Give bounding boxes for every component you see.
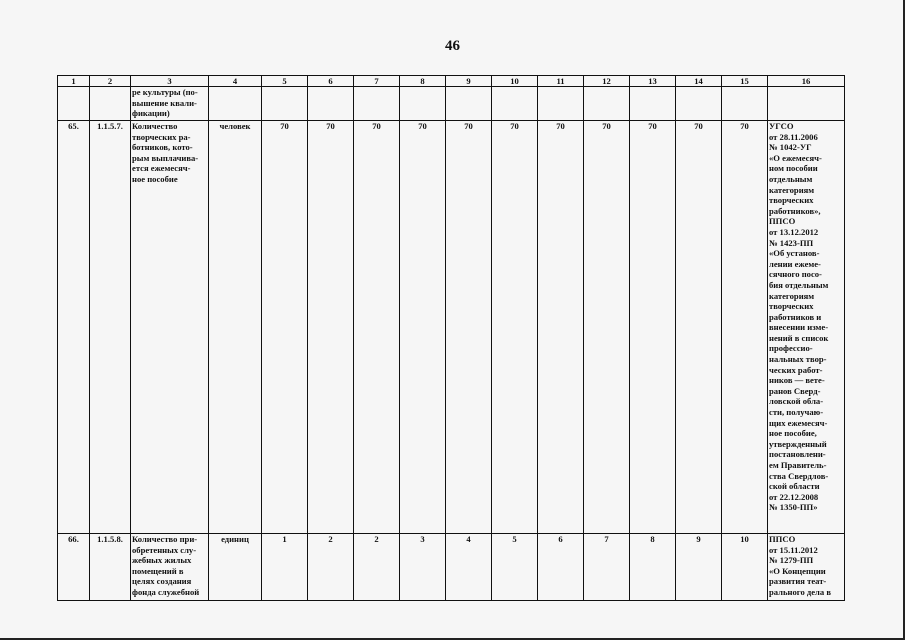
value-cell: 70 (630, 121, 676, 534)
value-cell (400, 87, 446, 121)
row-code (90, 87, 131, 121)
value-cell (676, 87, 722, 121)
legal-basis-cell (768, 87, 845, 121)
column-header: 10 (492, 76, 538, 87)
value-cell: 70 (492, 121, 538, 534)
column-header: 12 (584, 76, 630, 87)
column-header: 6 (308, 76, 354, 87)
unit-cell (209, 87, 262, 121)
value-cell: 70 (262, 121, 308, 534)
value-cell: 9 (676, 534, 722, 601)
table-row (58, 534, 845, 601)
value-cell: 70 (584, 121, 630, 534)
row-number: 65. (58, 121, 90, 534)
value-cell: 6 (538, 534, 584, 601)
column-header: 15 (722, 76, 768, 87)
column-number-row (58, 76, 845, 87)
column-header: 9 (446, 76, 492, 87)
unit-cell: человек (209, 121, 262, 534)
row-number (58, 87, 90, 121)
value-cell (630, 87, 676, 121)
column-header: 5 (262, 76, 308, 87)
value-cell (262, 87, 308, 121)
column-header: 7 (354, 76, 400, 87)
value-cell: 70 (722, 121, 768, 534)
indicator-name: Количество творческих ра- ботников, кото- рым выплачива- ется ежемесяч- ное пособие (131, 121, 209, 534)
value-cell: 8 (630, 534, 676, 601)
column-header: 2 (90, 76, 131, 87)
value-cell (446, 87, 492, 121)
value-cell (722, 87, 768, 121)
legal-basis-cell: ППСО от 15.11.2012 № 1279-ПП «О Концепции развития теат- рального дела в (768, 534, 845, 601)
value-cell (584, 87, 630, 121)
table-row (58, 87, 845, 121)
value-cell (538, 87, 584, 121)
column-header: 4 (209, 76, 262, 87)
unit-cell: единиц (209, 534, 262, 601)
value-cell: 10 (722, 534, 768, 601)
value-cell: 70 (308, 121, 354, 534)
column-header: 11 (538, 76, 584, 87)
column-header: 14 (676, 76, 722, 87)
column-header: 16 (768, 76, 845, 87)
value-cell: 70 (354, 121, 400, 534)
legal-basis-cell: УГСО от 28.11.2006 № 1042-УГ «О ежемесяч- ном пособии отдельным категориям творческих работников», ППСО от 13.12.2012 № 1423-ПП «Об установ- лении ежеме- сячного посо- бия отдельным категориям творческих работников и внесении изме- нений в список профессио- нальных твор- ческих работ- ников — вете- ранов Сверд- ловской обла- сти, получаю- щих ежемесяч- ное пособие, утвержденный постановлени- ем Правитель- ства Свердлов- ской области от 22.12.2008 № 1350-ПП» (768, 121, 845, 534)
value-cell (492, 87, 538, 121)
row-code: 1.1.5.7. (90, 121, 131, 534)
value-cell: 70 (676, 121, 722, 534)
value-cell: 70 (400, 121, 446, 534)
indicator-name: ре культуры (по- вышение квали- фикации) (131, 87, 209, 121)
value-cell: 2 (354, 534, 400, 601)
row-number: 66. (58, 534, 90, 601)
value-cell: 7 (584, 534, 630, 601)
column-header: 3 (131, 76, 209, 87)
column-header: 13 (630, 76, 676, 87)
value-cell: 2 (308, 534, 354, 601)
value-cell: 5 (492, 534, 538, 601)
indicators-table (57, 75, 845, 601)
value-cell (308, 87, 354, 121)
value-cell: 3 (400, 534, 446, 601)
value-cell: 4 (446, 534, 492, 601)
row-code: 1.1.5.8. (90, 534, 131, 601)
column-header: 1 (58, 76, 90, 87)
value-cell (354, 87, 400, 121)
value-cell: 1 (262, 534, 308, 601)
table-row (58, 121, 845, 534)
indicator-name: Количество при- обретенных слу- жебных жилых помещений в целях создания фонда служебной (131, 534, 209, 601)
value-cell: 70 (538, 121, 584, 534)
value-cell: 70 (446, 121, 492, 534)
page-number: 46 (445, 38, 460, 54)
column-header: 8 (400, 76, 446, 87)
